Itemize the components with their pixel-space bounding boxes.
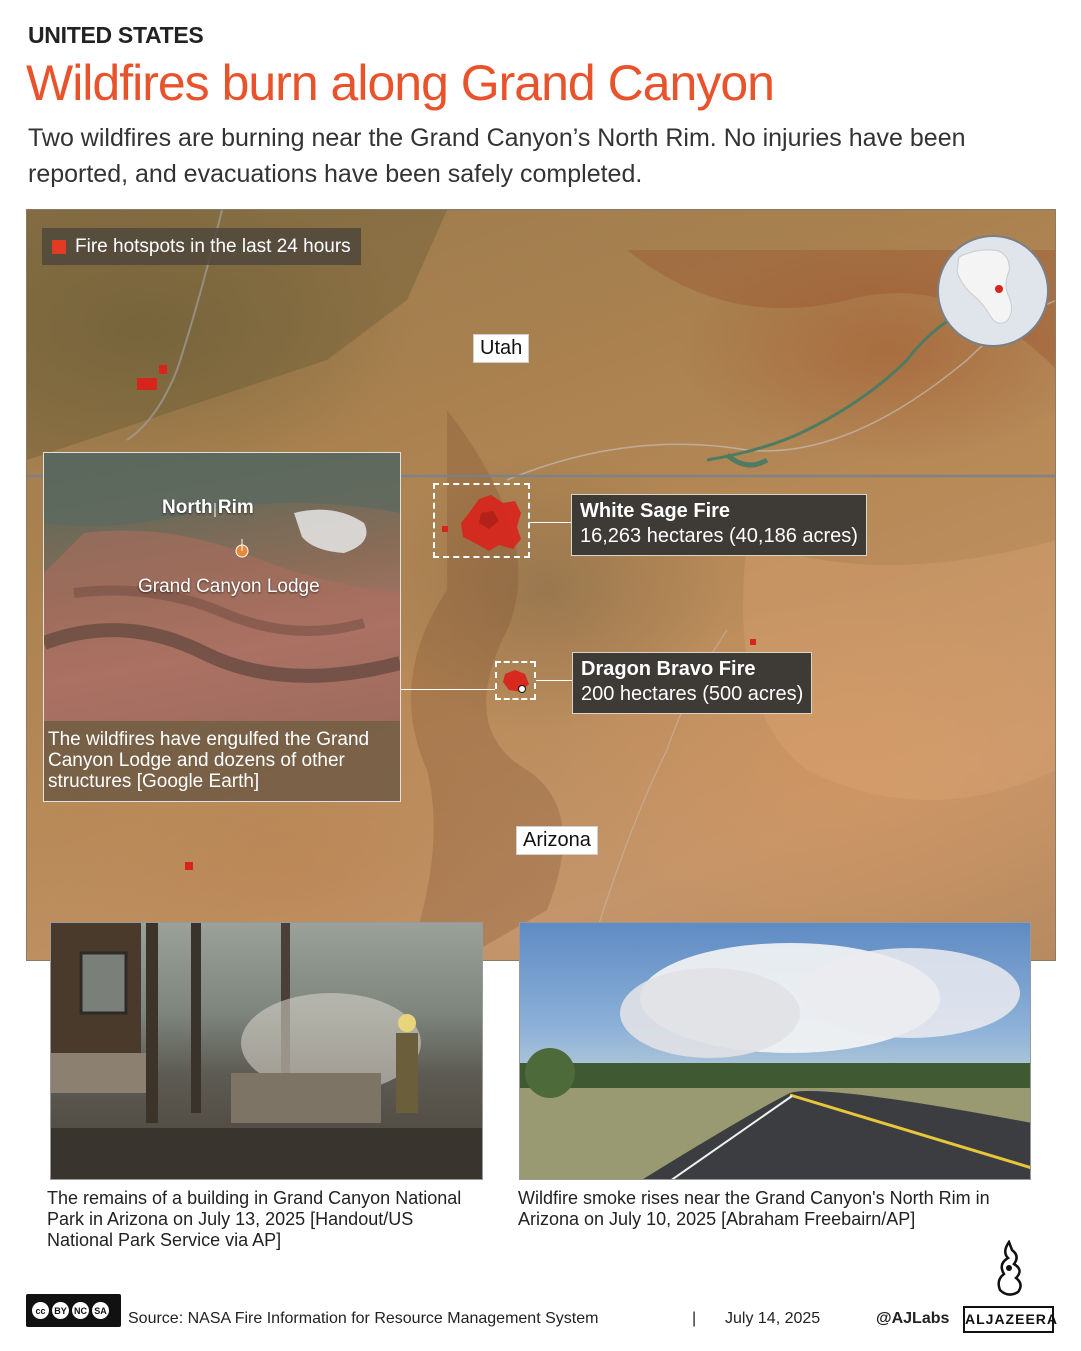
source-text: Source: NASA Fire Information for Resource Management System [128,1310,599,1327]
photo-caption-building: The remains of a building in Grand Canyon National Park in Arizona on July 13, 2025 [Handout/US National Park Service via AP] [47,1188,462,1250]
photo-smoke-road [519,922,1031,1180]
inset-satellite-image [44,453,400,721]
license-by-label: BY [52,1302,69,1319]
license-nc-label: NC [72,1302,89,1319]
kicker: UNITED STATES [28,22,204,48]
globe-locator-icon [937,235,1049,347]
creative-commons-icon [26,1294,121,1327]
fire-name: White Sage Fire [580,500,731,522]
dragon-bravo-leader-line [536,680,572,681]
legend [42,228,361,265]
inset-panel [43,452,401,802]
fire-area: 200 hectares (500 acres) [581,683,804,705]
aljazeera-logo: ALJAZEERA [963,1306,1054,1333]
fire-name: Dragon Bravo Fire [581,658,756,680]
dragon-bravo-fire-callout [572,652,812,714]
cc-icon: cc [32,1302,49,1319]
publish-date: July 14, 2025 [725,1310,821,1327]
footer-separator: | [692,1310,697,1327]
hotspot-northwest [159,365,167,374]
legend-label: Fire hotspots in the last 24 hours [75,235,351,257]
hotspot-east [750,639,756,645]
inset-caption: The wildfires have engulfed the Grand Canyon Lodge and dozens of other structures [Google Earth] [48,729,370,792]
inset-leader-line [401,689,495,690]
hotspot-northwest [137,378,157,390]
hotspot-southwest [185,862,193,870]
subtitle: Two wildfires are burning near the Grand Canyon’s North Rim. No injuries have been reported, and evacuations have been safely completed. [28,124,966,188]
photo-caption-smoke: Wildfire smoke rises near the Grand Canyon's North Rim in Arizona on July 10, 2025 [Abraham Freebairn/AP] [518,1188,990,1229]
north-rim-label: North Rim [162,497,254,518]
grand-canyon-lodge-label: Grand Canyon Lodge [138,576,320,597]
map [26,209,1056,961]
hotspot-swatch-icon [52,240,66,254]
state-label-utah: Utah [473,334,529,363]
state-label-arizona: Arizona [516,826,598,855]
dragon-bravo-fire-area [501,668,531,694]
photo-burned-building [50,922,483,1180]
social-handle: @AJLabs [876,1310,950,1327]
license-sa-label: SA [92,1302,109,1319]
footer [0,1290,1081,1350]
white-sage-fire-callout [571,494,867,556]
white-sage-fire-area [459,493,525,553]
fire-area: 16,263 hectares (40,186 acres) [580,525,858,547]
page-title: Wildfires burn along Grand Canyon [26,55,774,111]
white-sage-leader-line [530,522,571,523]
